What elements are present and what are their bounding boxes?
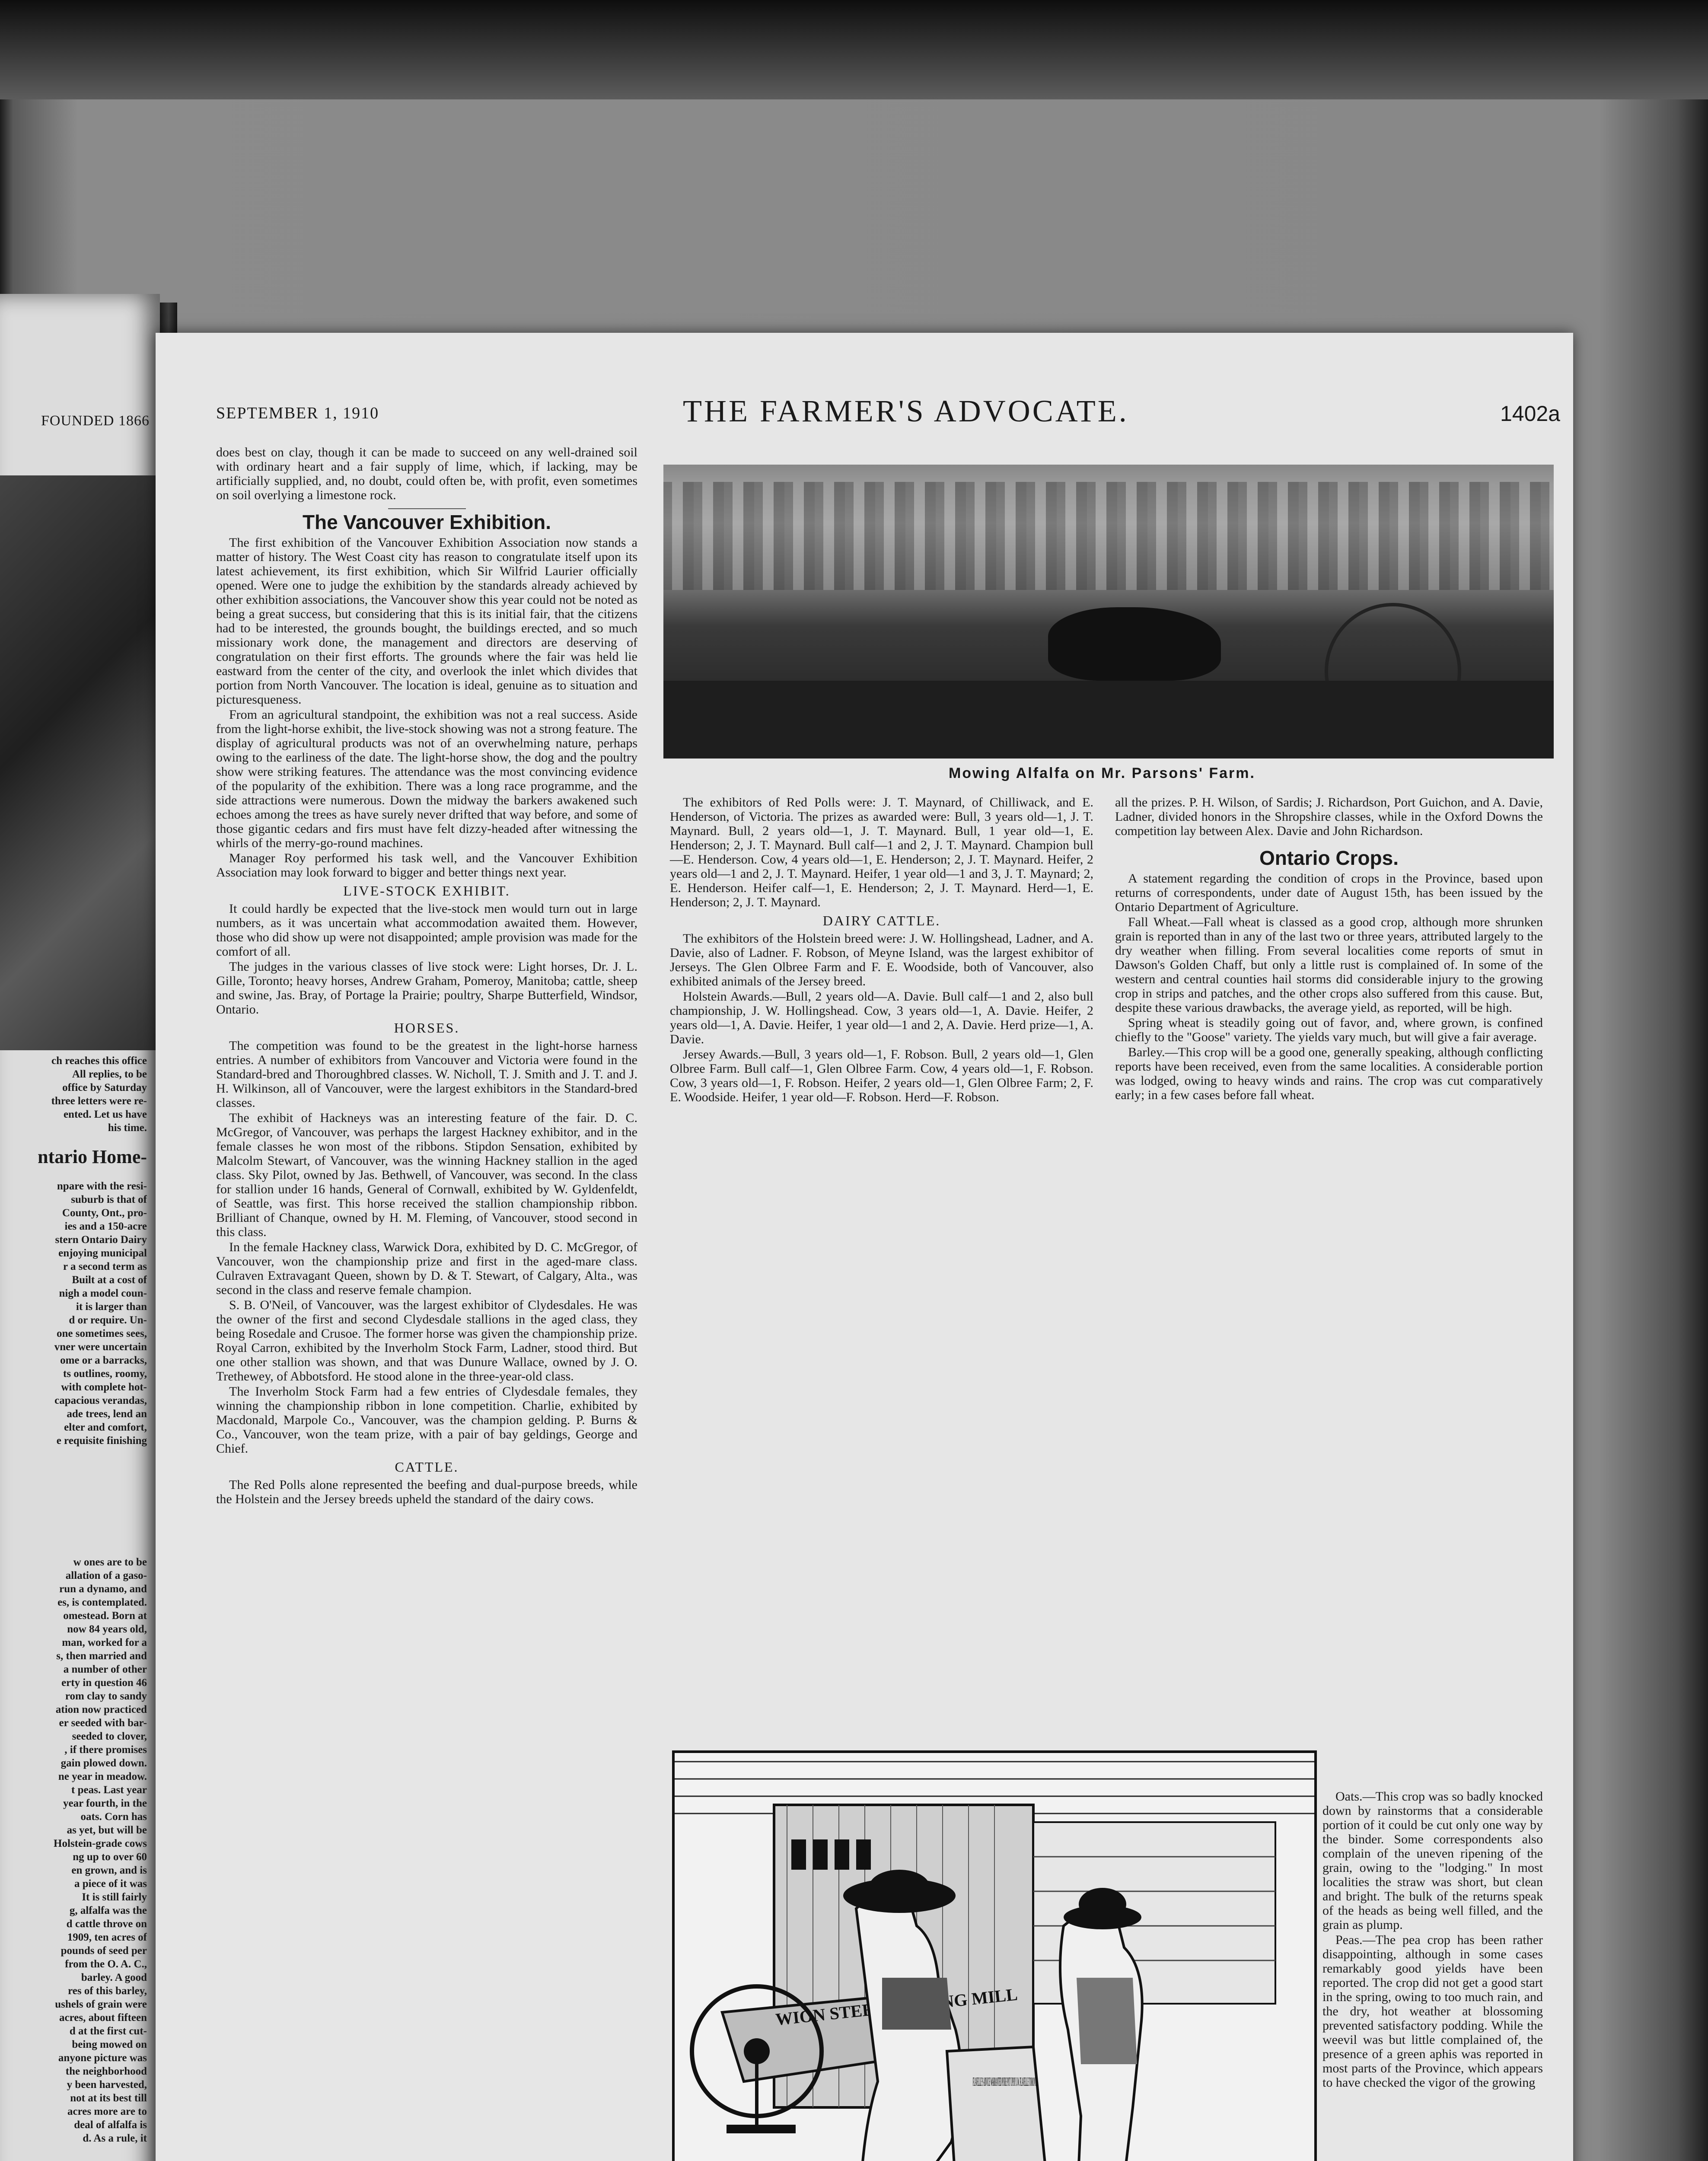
previous-page-line: capacious verandas, [54, 1395, 147, 1406]
paragraph: The Red Polls alone represented the beefing and dual-purpose breeds, while the Holstein and the Jersey breeds upheld the standard of the dairy cows. [216, 1478, 637, 1506]
previous-page-line: with complete hot- [61, 1381, 147, 1393]
paragraph: Spring wheat is steadily going out of favor, and, where grown, is confined chiefly to the "Goose" variety. The yields vary much, but will give a fair average. [1115, 1016, 1543, 1044]
film-top-edge [0, 0, 1708, 99]
previous-page-line: being mowed on [72, 2039, 147, 2050]
previous-page-line: g, alfalfa was the [69, 1905, 147, 1916]
previous-page-line: stern Ontario Dairy [55, 1234, 147, 1246]
previous-page-line: , if there promises [64, 1744, 147, 1756]
previous-page-line: ne year in meadow. [58, 1771, 147, 1782]
previous-page-line: ng up to over 60 [73, 1851, 147, 1863]
previous-page-line: run a dynamo, and [59, 1583, 147, 1595]
previous-page-line: as yet, but will be [67, 1824, 147, 1836]
photo-caption: Mowing Alfalfa on Mr. Parsons' Farm. [949, 765, 1256, 781]
previous-page-line: from the O. A. C., [65, 1958, 147, 1970]
paragraph: Barley.—This crop will be a good one, generally speaking, although conflicting reports have been received, even from the same localities. A considerable portion was lodged, owing to heavy winds and rains. The crop was cut comparatively early; in a few cases before fall wheat. [1115, 1045, 1543, 1102]
column-2 [670, 795, 1093, 1105]
previous-page-header: FOUNDED 1866 [41, 413, 150, 429]
previous-page-heading: ntario Home- [38, 1146, 147, 1167]
paragraph: The first exhibition of the Vancouver Exhibition Association now stands a matter of history. The West Coast city has reason to congratulate itself upon its latest achievement, its first exhibition, which Sir Wilfrid Laurier officially opened. Were one to judge the exhibition by the standards already achieved by other exhibition associations, the Vancouver show this year could not be noted as being a great success, but considering that this is its initial fair, that the citizens had to be interested, the grounds bought, the buildings erected, and so much missionary work done, the management and directors are deserving of congratulation on their first efforts. The grounds where the fair was held lie eastward from the center of the city, and overlook the inlet which divides that portion from North Vancouver. The location is ideal, genuine as to situation and picturesqueness. [216, 535, 637, 707]
previous-page-line: anyone picture was [58, 2052, 147, 2064]
previous-page-line: elter and comfort, [64, 1422, 147, 1433]
previous-page-line: a piece of it was [74, 1878, 147, 1890]
machine-label: WION STEEL MILL [774, 1984, 1019, 2029]
previous-page-line: npare with the resi- [57, 1180, 147, 1192]
previous-page-line: All replies, to be [72, 1068, 147, 1080]
previous-page-line: suburb is that of [71, 1194, 147, 1205]
previous-page-line: erty in question 46 [61, 1677, 147, 1689]
photo-trees [663, 482, 1554, 590]
column-3 [1115, 795, 1543, 1103]
previous-page-line: Built at a cost of [72, 1274, 147, 1286]
running-head [216, 393, 1560, 428]
previous-page-text-b [0, 1180, 147, 1448]
paragraph: Holstein Awards.—Bull, 2 years old—A. Davie. Bull calf—1 and 2, also bull championship, J. W. Hollingshead. Cow, 3 years old—1, A. Davie. Heifer, 2 years old—1, A. Davie. Heifer, 1 year old—1 and 2, A. Davie. Herd prize—1, A. Davie. [670, 989, 1093, 1046]
cartoon-drawing [675, 1753, 1314, 2161]
previous-page-line: rom clay to sandy [65, 1690, 147, 1702]
previous-page-line: pounds of seed per [61, 1945, 147, 1957]
column-3-narrow [1322, 1789, 1543, 2091]
previous-page-line: en grown, and is [71, 1865, 147, 1876]
article-heading-vancouver-exhibition: The Vancouver Exhibition. [302, 511, 551, 533]
previous-page-line: three letters were re- [51, 1095, 147, 1107]
previous-page-line: ation now practiced [55, 1704, 147, 1715]
previous-page-line: barley. A good [81, 1972, 147, 1983]
previous-page-photo [0, 475, 160, 1050]
subheading-live-stock: LIVE-STOCK EXHIBIT. [343, 883, 510, 899]
issue-date: SEPTEMBER 1, 1910 [216, 404, 379, 422]
previous-page-line: vner were uncertain [54, 1341, 147, 1353]
paragraph: The exhibitors of the Holstein breed were: J. W. Hollingshead, Ladner, and A. Davie, also of Ladner. F. Robson, of Meyne Island, was the largest exhibitor of Jerseys. The Glen Olbree Farm and F. E. Woodside, both of Vancouver, also exhibited animals of the Jersey breed. [670, 931, 1093, 988]
previous-page-line: t peas. Last year [71, 1784, 147, 1796]
paragraph: The competition was found to be the greatest in the light-horse harness entries. A number of exhibitors from Vancouver and Victoria were found in the Standard-bred and Thoroughbred classes. W. Nicholl, T. J. Smith and J. T. and J. H. Wilkinson, all of Vancouver, were the largest exhibitors in the Standard-bred classes. [216, 1039, 637, 1110]
article-heading-ontario-crops: Ontario Crops. [1259, 847, 1399, 869]
previous-page-line: now 84 years old, [67, 1623, 147, 1635]
previous-page-line: County, Ont., pro- [62, 1207, 147, 1219]
previous-page-line: it is larger than [76, 1301, 147, 1313]
previous-page-line: ade trees, lend an [67, 1408, 147, 1420]
previous-page-line: ts outlines, roomy, [63, 1368, 147, 1380]
previous-page-line: 1909, ten acres of [67, 1932, 147, 1943]
previous-page-text-a [0, 1055, 147, 1135]
paragraph: Fall Wheat.—Fall wheat is classed as a good crop, although more shrunken grain is reported than in any of the last two or three years, attributed largely to the dry weather when filling. From several localities come reports of smut in Dawson's Golden Chaff, but only a little rust is complained of. In some of the western and central counties hail storms did considerable injury to the growing crop in strips and patches, and the other crops also suffered from this cause. But, despite these various drawbacks, the average yield, as reported, will be high. [1115, 915, 1543, 1015]
bag-label: FLAVELLE'S ADVICE WARRANTED PURE PUT UP BY J.W. FLAVELLE TORONTO [973, 2075, 1038, 2089]
previous-page-line: e requisite finishing [56, 1435, 147, 1447]
paragraph: The exhibitors of Red Polls were: J. T. Maynard, of Chilliwack, and E. Henderson, of Victoria. The prizes as awarded were: Bull, 3 years old—1, J. T. Maynard. Bull, 2 years old—1, J. T. Maynard. Bull, 1 year old—1, E. Henderson; 2, J. T. Maynard. Bull calf—1 and 2, J. T. Maynard. Champion bull—E. Henderson. Cow, 4 years old—1, E. Henderson; 2, J. T. Maynard. Heifer, 2 years old—1 and 2, J. T. Maynard. Heifer, 1 year old—1 and 3, J. T. Maynard; 2, E. Henderson. Heifer calf—1, E. Henderson; 2, J. T. Maynard. Herd—1, E. Henderson; 2, J. T. Maynard. [670, 795, 1093, 909]
paragraph: The Inverholm Stock Farm had a few entries of Clydesdale females, they winning the championship ribbon in lone competition. Charlie, exhibited by Macdonald, Marpole Co., Vancouver, was the champion gelding. P. Burns & Co., Vancouver, won the team prize, with a pair of bay geldings, George and Chief. [216, 1384, 637, 1456]
previous-page-line: d or require. Un- [69, 1314, 147, 1326]
paragraph: all the prizes. P. H. Wilson, of Sardis; J. Richardson, Port Guichon, and A. Davie, Ladner, divided honors in the Shropshire classes, while in the Oxford Downs the competition lay between Alex. Davie and John Richardson. [1115, 795, 1543, 838]
previous-page-line: ome or a barracks, [60, 1355, 147, 1366]
previous-page-line: ies and a 150-acre [64, 1221, 147, 1232]
divider [388, 508, 466, 509]
paragraph: The judges in the various classes of live stock were: Light horses, Dr. J. L. Gille, Toronto; heavy horses, Andrew Graham, Pomeroy, Manitoba; cattle, sheep and swine, Jas. Bray, of Portage la Prairie; poultry, Sharpe Butterfield, Windsor, Ontario. [216, 959, 637, 1017]
subheading-dairy-cattle: DAIRY CATTLE. [822, 913, 941, 928]
photo-horses [1048, 607, 1221, 681]
previous-page-line: year fourth, in the [63, 1798, 147, 1809]
previous-page-line: one sometimes sees, [57, 1328, 147, 1339]
previous-page-line: w ones are to be [73, 1556, 147, 1568]
previous-page-line: his time. [108, 1122, 147, 1134]
previous-page-line: acres more are to [67, 2106, 147, 2117]
subheading-horses: HORSES. [394, 1020, 460, 1036]
previous-page-line: seeded to clover, [72, 1731, 147, 1742]
previous-page-line: d cattle throve on [66, 1918, 147, 1930]
paragraph: A statement regarding the condition of crops in the Province, based upon returns of correspondents, under date of August 15th, has been issued by the Ontario Department of Agriculture. [1115, 871, 1543, 914]
previous-page-line: ented. Let us have [63, 1109, 147, 1120]
article-continuation: does best on clay, though it can be made to succeed on any well-drained soil with ordinary heart and a fair supply of lime, which, if lacking, may be artificially supplied, and, no doubt, could often be, with profit, even sometimes on soil overlying a limestone rock. [216, 445, 637, 502]
publication-title: THE FARMER'S ADVOCATE. [683, 394, 1129, 428]
previous-page-line: er seeded with bar- [59, 1717, 147, 1729]
photo-field [663, 681, 1554, 759]
paragraph: It could hardly be expected that the live-stock men would turn out in large numbers, as it was uncertain what accommodation awaited them. However, those who did show up were not disappointed; ample provision was made for the comfort of all. [216, 902, 637, 959]
paragraph: In the female Hackney class, Warwick Dora, exhibited by D. C. McGregor, of Vancouver, won the championship prize and first in the aged-mare class. Culraven Extravagant Queen, shown by D. & T. Stewart, of Calgary, Alta., was second in the class and reserve female champion. [216, 1240, 637, 1297]
previous-page-line: acres, about fifteen [59, 2012, 147, 2024]
previous-page-line: allation of a gaso- [65, 1570, 147, 1581]
column-1 [216, 445, 637, 2161]
paragraph: Oats.—This crop was so badly knocked down by rainstorms that a considerable portion of it could be cut only one way by the binder. Some correspondents also complain of the uneven ripening of the grain, owing to the "lodging." In most localities the straw was short, but clean and bright. The bulk of the returns speak of the heads as being well filled, and the grain as plump. [1322, 1789, 1543, 1932]
previous-page-line: omestead. Born at [63, 1610, 147, 1622]
previous-page-text-c [0, 1556, 147, 2145]
newspaper-page [156, 333, 1573, 2161]
fanning-mill-cartoon [672, 1750, 1317, 2161]
previous-page-line: It is still fairly [82, 1891, 147, 1903]
previous-page-line: the neighborhood [65, 2065, 147, 2077]
previous-page-line: oats. Corn has [80, 1811, 147, 1823]
alfalfa-mowing-photo [663, 465, 1554, 759]
previous-page-line: es, is contemplated. [57, 1597, 147, 1608]
previous-page-fragment [0, 294, 160, 2161]
paragraph: The exhibit of Hackneys was an interesting feature of the fair. D. C. McGregor, of Vancouver, was perhaps the largest Hackney exhibitor, and in the female classes he won most of the ribbons. Stipdon Sensation, exhibited by Malcolm Stewart, of Vancouver, was the winning Hackney stallion in the aged class. Sky Pilot, owned by Jas. Bethwell, of Vancouver, was second. In the class for stallion under 16 hands, General of Cornwall, exhibited by W. Gyldenfeldt, of Seattle, was first. This horse received the stallion championship ribbon. Brilliant of Chanque, owned by H. M. Fleming, of Vancouver, stood second in this class. [216, 1111, 637, 1239]
previous-page-line: deal of alfalfa is [74, 2119, 147, 2131]
previous-page-line: enjoying municipal [58, 1247, 147, 1259]
previous-page-line: a number of other [63, 1664, 147, 1675]
previous-page-line: r a second term as [63, 1261, 147, 1272]
paragraph: S. B. O'Neil, of Vancouver, was the largest exhibitor of Clydesdales. He was the owner of the first and second Clydesdale stallions in the aged class, they being Rosedale and Crusoe. The former horse was given the championship prize. Royal Carron, exhibited by the Inverholm Stock Farm, Ladner, stood third. But one other stallion was shown, and that was Dunure Wallace, owned by J. O. Trethewey, of Abbotsford. He stood alone in the three-year-old class. [216, 1298, 637, 1383]
previous-page-line: d at the first cut- [69, 2025, 147, 2037]
previous-page-line: Holstein-grade cows [54, 1838, 147, 1849]
previous-page-line: ushels of grain were [55, 1998, 147, 2010]
paragraph: Jersey Awards.—Bull, 3 years old—1, F. Robson. Bull, 2 years old—1, Glen Olbree Farm. Bull calf—1, Glen Olbree Farm. Cow, 4 years old—1, F. Robson. Cow, 3 years old—1, F. Robson. Heifer, 2 years old—1, Glen Olbree Farm; 2, F. E. Woodside. Heifer, 1 year old—F. Robson. Herd—F. Robson. [670, 1047, 1093, 1104]
previous-page-line: ch reaches this office [51, 1055, 147, 1067]
previous-page-line: office by Saturday [62, 1082, 147, 1093]
previous-page-line: d. As a rule, it [83, 2132, 147, 2144]
previous-page-line: not at its best till [70, 2092, 147, 2104]
paragraph: Manager Roy performed his task well, and the Vancouver Exhibition Association may look forward to bigger and better things next year. [216, 851, 637, 880]
subheading-cattle: CATTLE. [395, 1459, 459, 1475]
paragraph: From an agricultural standpoint, the exhibition was not a real success. Aside from the light-horse exhibit, the live-stock showing was not a strong feature. The display of agricultural products was not of an overwhelming nature, perhaps owing to the earliness of the date. The light-horse show, the dog and the poultry show were striking features. The attendance was the most convincing evidence of the popularity of the exhibition. There was a long race programme, and the side attractions were numerous. Down the midway the barkers awakened such echoes among the trees as have surely never drifted that way before, and some of those gigantic cedars and firs must have felt dizzy-headed after witnessing the whirls of the merry-go-round machines. [216, 708, 637, 850]
previous-page-line: s, then married and [56, 1650, 147, 1662]
page-number: 1402a [1500, 402, 1560, 426]
previous-page-line: res of this barley, [68, 1985, 147, 1997]
paragraph: Peas.—The pea crop has been rather disappointing, although in some cases remarkably good yields have been reported. The crop did not get a good start in the spring, owing to too much rain, and the dry, hot weather at blossoming prevented satisfactory podding. While the weevil was but little complained of, the presence of a green aphis was reported in most parts of the Province, which appears to have checked the vigor of the growing [1322, 1933, 1543, 2090]
previous-page-line: y been harvested, [67, 2079, 147, 2091]
previous-page-line: gain plowed down. [61, 1757, 147, 1769]
previous-page-line: nigh a model coun- [59, 1288, 147, 1299]
previous-page-line: man, worked for a [62, 1637, 147, 1648]
